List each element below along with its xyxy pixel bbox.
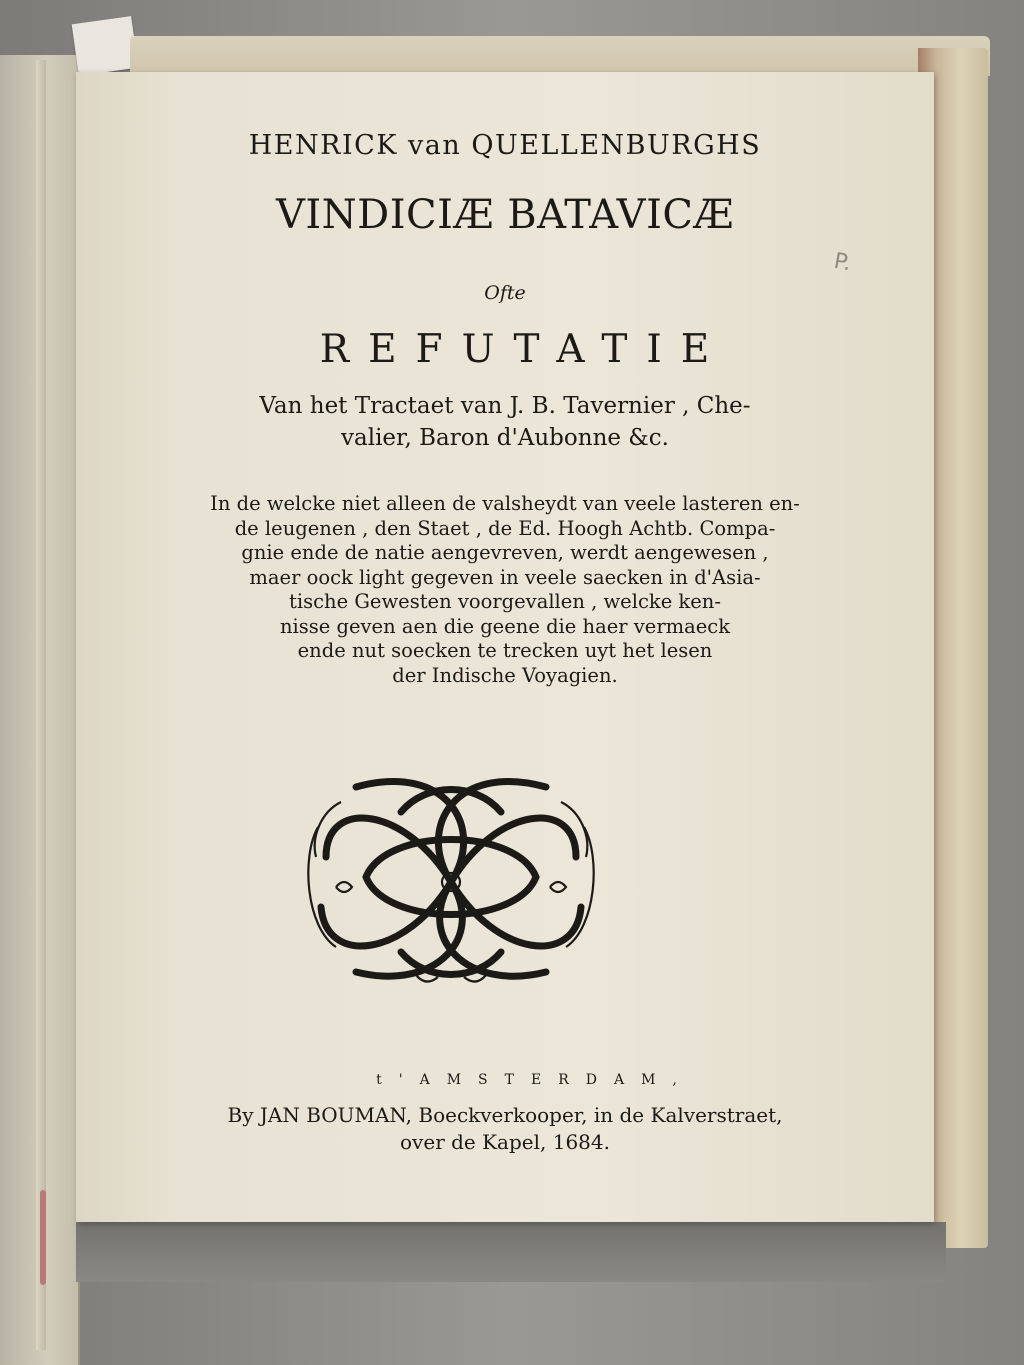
bottom-shadow xyxy=(76,1222,946,1282)
description-line: Van het Tractaet van J. B. Tavernier , Che- xyxy=(259,393,751,419)
left-page-edge xyxy=(36,60,46,1350)
description xyxy=(76,390,934,454)
title-page xyxy=(76,72,934,1222)
imprint xyxy=(76,1102,934,1156)
ofte-word: Ofte xyxy=(484,282,526,304)
body-line: der Indische Voyagien. xyxy=(392,663,618,687)
body-line: ende nut soecken te trecken uyt het lesen xyxy=(297,639,713,662)
imprint-line: By JAN BOUMAN, Boeckverkooper, in de Kalverstraet, xyxy=(227,1103,783,1127)
body-paragraph xyxy=(76,492,934,688)
description-line: valier, Baron d'Aubonne &c. xyxy=(341,425,669,451)
body-line: gnie ende de natie aengevreven, werdt aengewesen , xyxy=(241,541,769,564)
body-line: maer oock light gegeven in veele saecken in d'Asia- xyxy=(249,565,761,589)
place-of-publication: t'AMSTERDAM, xyxy=(376,1072,694,1088)
pencil-mark: P. xyxy=(831,248,853,277)
book-title: VINDICIÆ BATAVICÆ xyxy=(275,192,735,238)
interlaced-knotwork-ornament-icon xyxy=(296,767,606,997)
body-line: In de welcke niet alleen de valsheydt van veele lasteren en- xyxy=(210,492,800,515)
author-line: HENRICK van QUELLENBURGHS xyxy=(248,130,762,161)
binding-thread xyxy=(40,1190,46,1285)
refutatie-heading: REFUTATIE xyxy=(319,327,729,372)
top-cover-board xyxy=(130,36,990,76)
imprint-line: over de Kapel, 1684. xyxy=(400,1130,610,1154)
body-line: de leugenen , den Staet , de Ed. Hoogh Achtb. Compa- xyxy=(234,516,776,540)
body-line: tische Gewesten voorgevallen , welcke ken- xyxy=(289,590,721,613)
body-line: nisse geven aen die geene die haer vermaeck xyxy=(279,614,731,638)
paper-tag xyxy=(72,16,139,76)
